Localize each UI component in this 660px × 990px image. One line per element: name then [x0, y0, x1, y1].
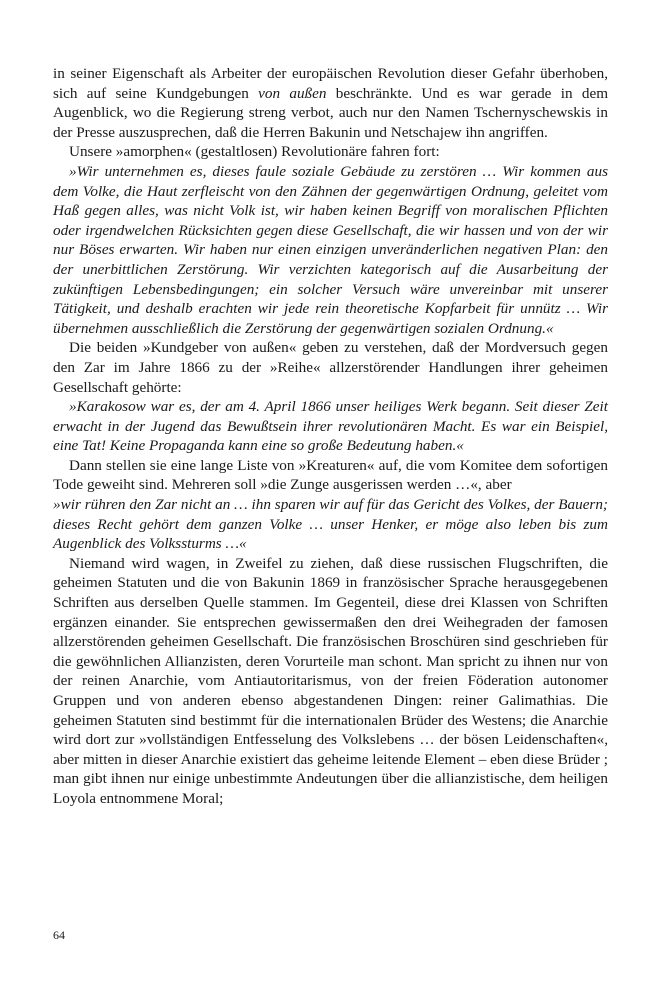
paragraph: Unsere »amorphen« (gestaltlosen) Revolutionäre fahren fort:: [69, 143, 440, 161]
paragraph-text: beschränkte. Und es war gerade in dem Augenblick, wo die Regierung streng verbot, auch nur den Namen Tschernyschewskis in der Presse auszusprechen, daß die Herren Bakunin und Netschajew ihn angriffen.: [53, 84, 609, 141]
paragraph: Dann stellen sie eine lange Liste von »Kreaturen« auf, die vom Komitee dem sofortigen Tode geweiht sind. Mehreren soll »die Zunge ausgerissen werden …«, aber: [53, 456, 608, 494]
paragraph-text: in seiner Eigenschaft als Arbeiter der europäischen Revolution dieser Gefahr überhoben, sich auf seine Kundgebungen: [53, 65, 608, 102]
paragraph-continuation: [53, 64, 608, 142]
paragraph: Niemand wird wagen, in Zweifel zu ziehen, daß diese russischen Flugschriften, die geheimen Statuten und die von Bakunin 1869 in französischer Sprache herausgegebenen Schriften aus derselben Quelle stammen. Im Gegenteil, diese drei Klassen von Schriften ergänzen einander. Sie entsprechen gewissermaßen den drei Weihegraden der famosen allzerstörenden geheimen Gesellschaft. Die französischen Broschüren sind geschrieben für die gewöhnlichen Allianzisten, deren Vorurteile man schont. Man spricht zu ihnen nur von der reinen Anarchie, vom Antiautoritarismus, von der freien Föderation autonomer Gruppen und von anderen ebenso abgestandenen Dingen: reiner Galimathias. Die geheimen Statuten sind bestimmt für die internationalen Brüder des Westens; die Anarchie wird dort zur »vollständigen Entfesselung des Volkslebens … der bösen Leidenschaften«, aber mitten in dieser Anarchie existiert das geheime leitende Element – eben diese Brüder ; man gibt ihnen nur einige unbestimmte Andeutungen über die allianzistische, dem heiligen Loyola entnommene Moral;: [53, 554, 608, 807]
page-number: 64: [53, 928, 65, 942]
emphasis-text: von außen: [258, 84, 327, 102]
paragraph: Die beiden »Kundgeber von außen« geben zu verstehen, daß der Mordversuch gegen den Zar im Jahre 1866 zu der »Reihe« allzerstörender Handlungen ihrer geheimen Gesellschaft gehörte:: [53, 339, 608, 396]
block-quote: »Wir unternehmen es, dieses faule soziale Gebäude zu zerstören … Wir kommen aus dem Volke, die Haut zerfleischt von den Zähnen der gegenwärtigen Ordnung, geleitet vom Haß gegen alles, was nicht Volk ist, wir haben keinen Begriff von moralischen Pflichten oder irgendwelchen Rücksichten gegen diese Gesellschaft, die wir hassen und von der wir nur Böses erwarten. Wir haben nur einen einzigen unveränderlichen negativen Plan: den der unerbittlichen Zerstörung. Wir verzichten kategorisch auf die Ausarbeitung der zukünftigen Lebensbedingungen; ein solcher Versuch wäre unvereinbar mit unserer Tätigkeit, und deshalb erachten wir jede rein theoretische Kopfarbeit für unnütz … Wir übernehmen ausschließlich die Zerstörung der gegenwärtigen sozialen Ordnung.«: [53, 162, 608, 337]
block-quote: »Karakosow war es, der am 4. April 1866 unser heiliges Werk begann. Seit dieser Zeit erwacht in der Jugend das Bewußtsein ihrer revolutionären Macht. Es war ein Beispiel, eine Tat! Keine Propaganda kann eine so große Bedeutung haben.«: [53, 398, 608, 455]
block-quote: »wir rühren den Zar nicht an … ihn sparen wir auf für das Gericht des Volkes, der Bauern; dieses Recht gehört dem ganzen Volke … unser Henker, er möge also leben bis zum Augenblick des Volkssturms …«: [53, 496, 608, 553]
page-body: [53, 64, 608, 809]
